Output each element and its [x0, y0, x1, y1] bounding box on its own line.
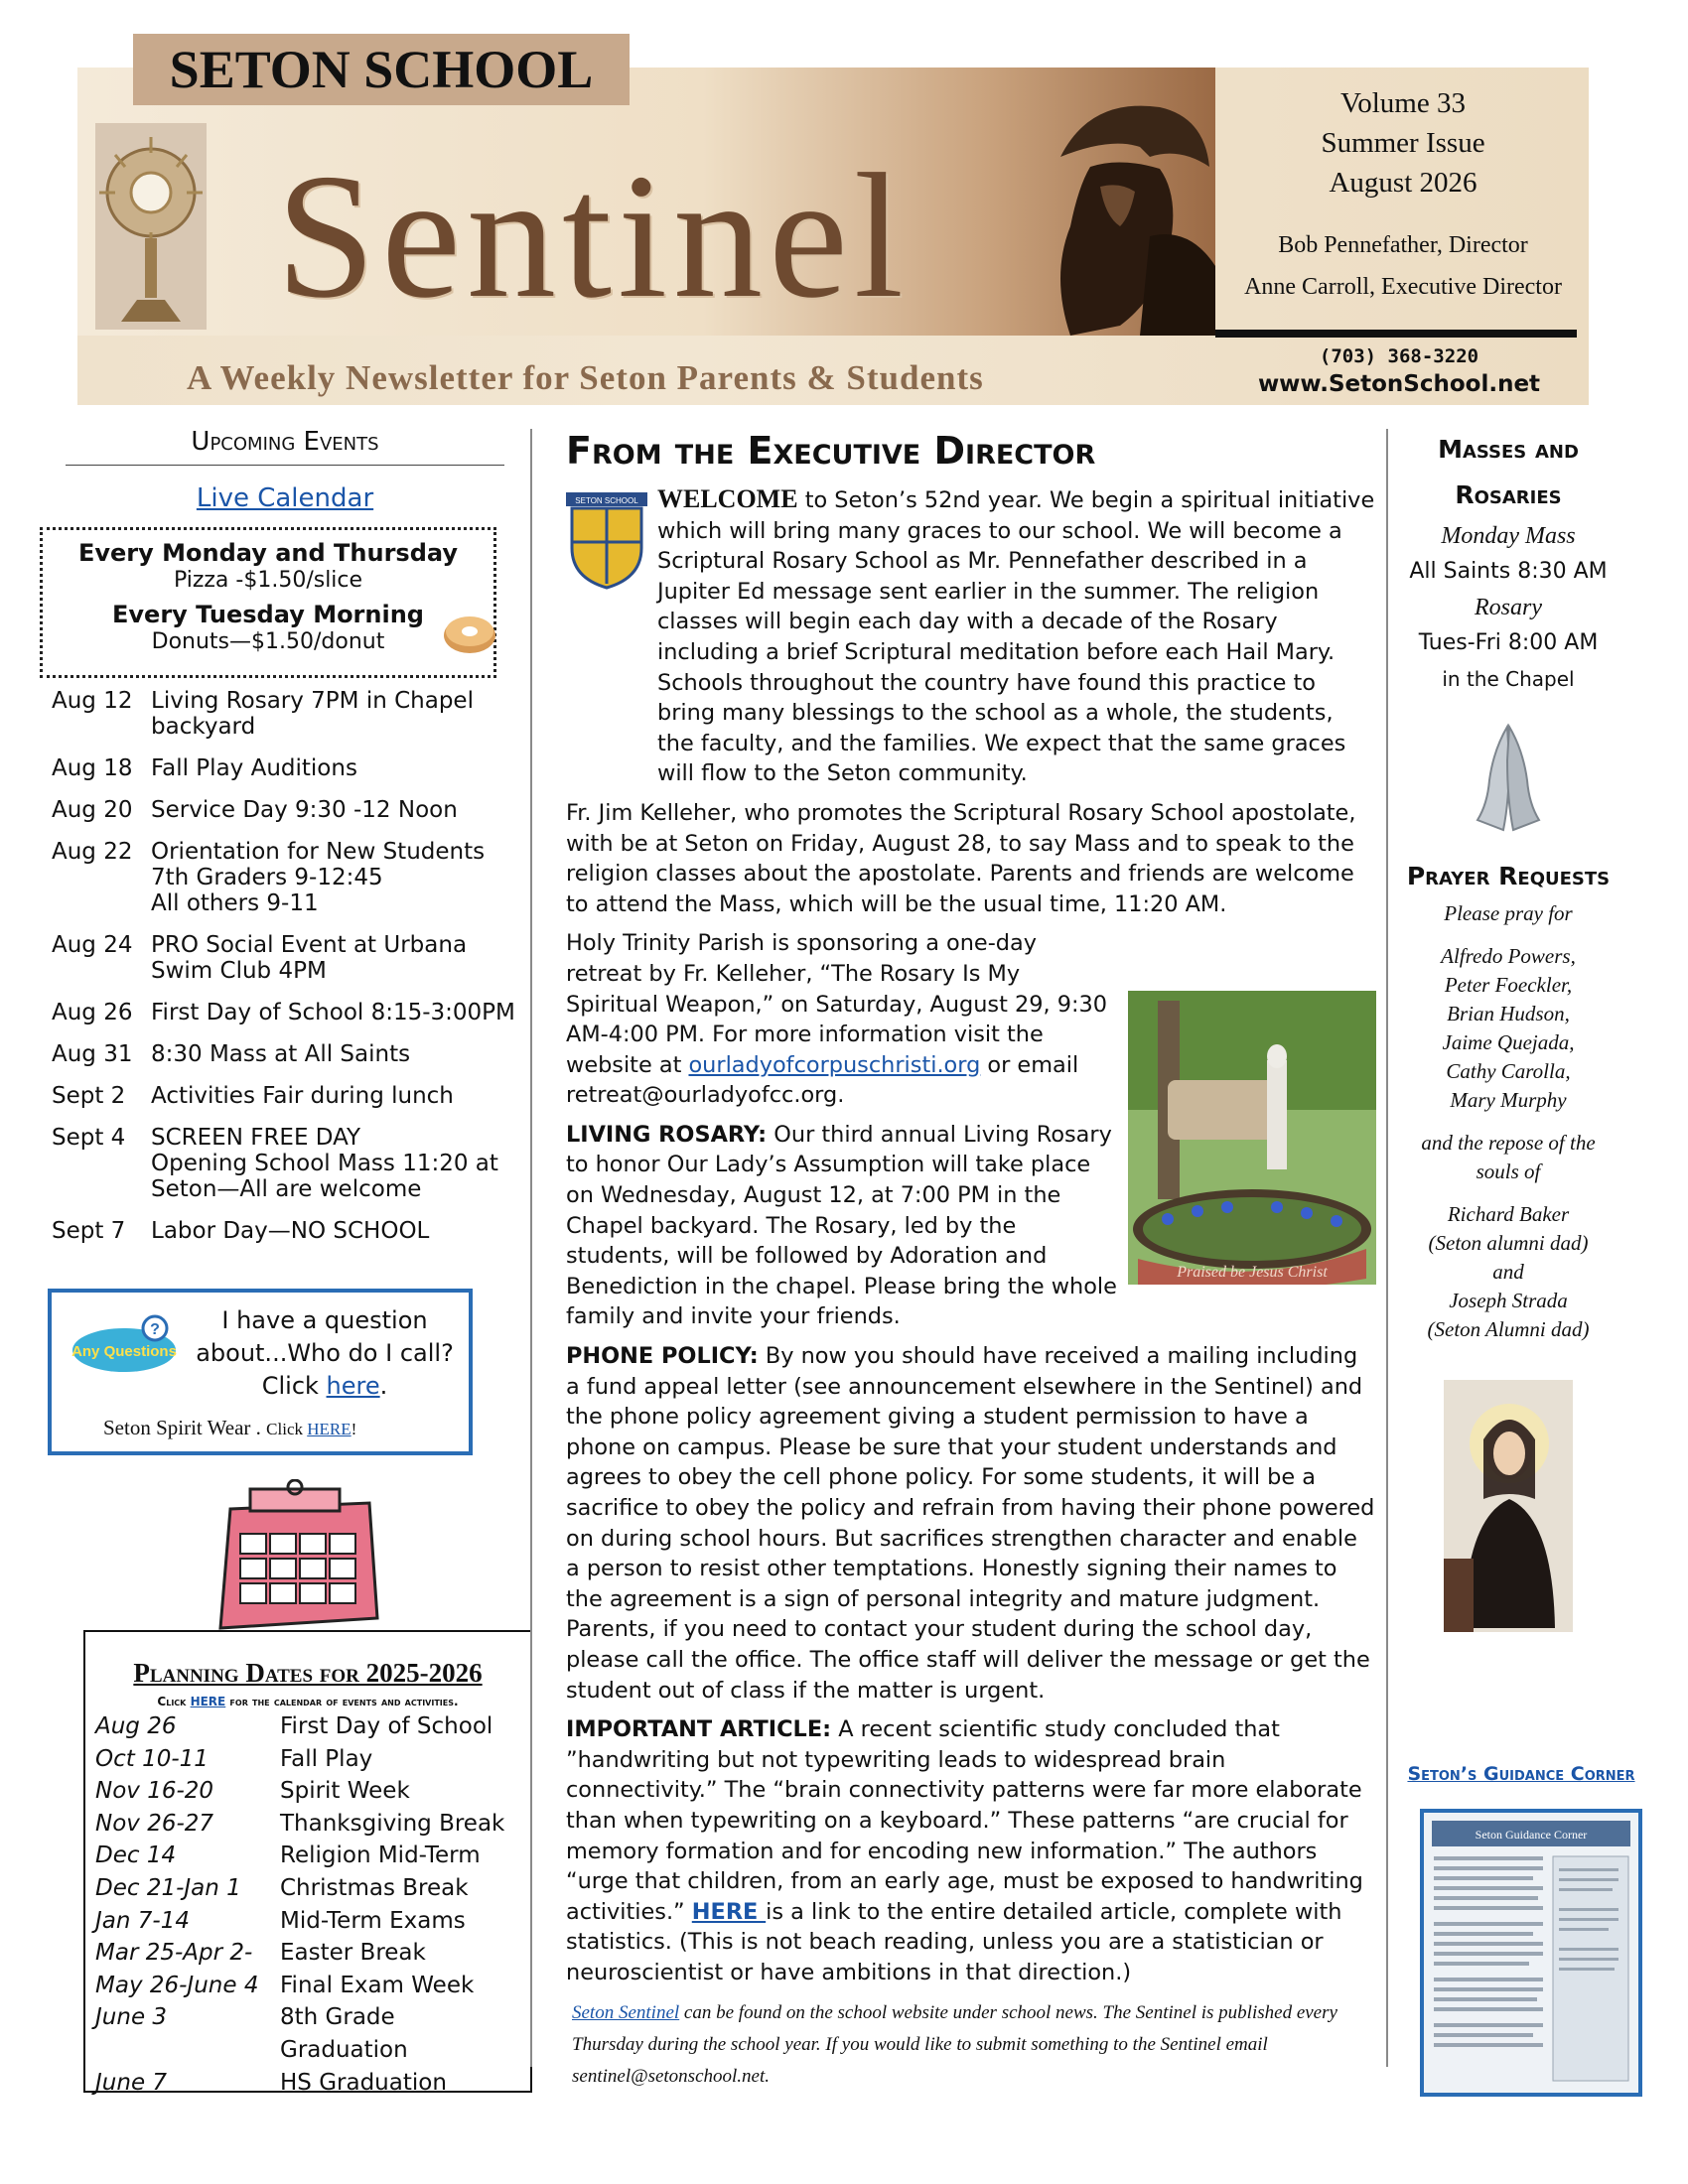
planning-row: [95, 1775, 520, 1808]
issue-box: [1219, 68, 1587, 336]
footer-text: can be found on the school website under school news. The Sentinel is published every Thursday during the school year. If you would like to submit something to the Sentinel email sentinel@setonschool.net.: [572, 2002, 1337, 2087]
masthead-title: Sentinel: [276, 137, 910, 335]
event-item: [52, 1041, 518, 1067]
planning-date: June 7: [95, 2069, 168, 2096]
event-list: [52, 688, 518, 1244]
repose-label: and the repose of the souls of: [1421, 1131, 1596, 1183]
warrior-silhouette: [1031, 77, 1219, 336]
planning-row: [95, 1970, 520, 2002]
school-crest-icon: [566, 492, 647, 590]
guidance-thumb-title: Seton Guidance Corner: [1475, 1828, 1588, 1842]
please-pray-label: Please pray for: [1444, 901, 1573, 925]
left-column: [52, 427, 518, 2096]
click-label: Click: [261, 1372, 327, 1400]
masses-title: Masses and Rosaries: [1438, 435, 1579, 509]
event-text: Orientation for New Students 7th Graders 9-12:45 All others 9-11: [151, 839, 486, 916]
svg-text:?: ?: [150, 1321, 160, 1338]
planning-note-post: for the calendar of events and activities.: [225, 1695, 459, 1708]
planning-date: Mar 25-Apr 2-: [95, 1940, 253, 1967]
planning-row: [95, 1937, 520, 1970]
paragraph-text: Our third annual Living Rosary to honor Our Lady’s Assumption will take place on Wednesday, August 12, at 7:00 PM in the Chapel backyard. The Rosary, led by the students, will be followed by Adoration and Benediction in the chapel. Please bring the whole family and invite your friends.: [566, 1121, 1117, 1330]
event-date: Aug 22: [52, 839, 133, 865]
spirit-wear-line: [103, 1416, 356, 1440]
director: Bob Pennefather, Director: [1278, 232, 1528, 258]
prayer-name: Cathy Carolla,: [1446, 1059, 1571, 1083]
recurring-events-box: [40, 527, 496, 678]
any-questions-logo-text: Any Questions: [71, 1343, 177, 1360]
event-item: [52, 839, 518, 916]
paragraph-text: to Seton’s 52nd year. We begin a spiritual initiative which will bring many graces to our school. We will become a Scriptural Rosary School as Mr. Pennefather described in a Jupiter Ed message sent earlier in the summer. The religion classes will begin each day with a decade of the Rosary including a brief Scriptural meditation before each Hail Mary. Schools throughout the country have found this practice to bring many blessings to the school as a whole, the students, the faculty, and the families. We expect that the same graces will flow to the Seton community.: [657, 487, 1375, 787]
planning-row: [95, 1840, 520, 1872]
planning-row: [95, 1710, 520, 1743]
spirit-end: !: [351, 1420, 357, 1438]
saint-portrait: [1444, 1380, 1573, 1632]
period: .: [379, 1372, 388, 1400]
rosary-garden-photo: [1128, 991, 1376, 1285]
planning-note-pre: Click: [157, 1695, 191, 1708]
planning-row: [95, 1872, 520, 1905]
planning-date: Oct 10-11: [95, 1745, 209, 1772]
column-divider: [530, 429, 532, 2067]
planning-event: Mid-Term Exams: [280, 1907, 466, 1934]
welcome-word: WELCOME: [657, 484, 798, 513]
contact-block: [1215, 343, 1583, 399]
event-text: Service Day 9:30 -12 Noon: [151, 797, 458, 823]
planning-note: [95, 1695, 520, 1708]
planning-event: 8th Grade Graduation: [280, 2004, 408, 2063]
prayer-name: Jaime Quejada,: [1442, 1030, 1575, 1054]
masthead-banner: [77, 40, 1215, 397]
event-text: Living Rosary 7PM in Chapel backyard: [151, 688, 474, 740]
question-here-link[interactable]: here: [326, 1372, 380, 1400]
prayer-name: Brian Hudson,: [1447, 1002, 1570, 1025]
event-date: Aug 20: [52, 797, 133, 823]
phone-policy-paragraph: [566, 1341, 1376, 1706]
recurring-head: Every Monday and Thursday: [77, 539, 458, 567]
issue-season: Summer Issue: [1321, 127, 1485, 159]
event-date: Sept 4: [52, 1125, 126, 1151]
event-date: Aug 24: [52, 932, 133, 958]
event-date: Sept 7: [52, 1218, 126, 1244]
spirit-wear-label: Seton Spirit Wear .: [103, 1416, 267, 1439]
planning-date: Jan 7-14: [95, 1907, 190, 1934]
seton-sentinel-link[interactable]: Seton Sentinel: [572, 2002, 680, 2023]
recurring-head: Every Tuesday Morning: [112, 601, 424, 628]
tagline: A Weekly Newsletter for Seton Parents & Students: [187, 358, 984, 397]
planning-title: Planning Dates for 2025-2026: [133, 1658, 483, 1688]
planning-date: Nov 16-20: [95, 1778, 214, 1805]
planning-date: Nov 26-27: [95, 1810, 214, 1837]
event-date: Aug 26: [52, 1000, 133, 1025]
paragraph-label: PHONE POLICY:: [566, 1343, 759, 1370]
soul-name: Richard Baker: [1447, 1202, 1570, 1226]
monday-mass-label: Monday Mass: [1441, 523, 1576, 549]
question-line: I have a question about...Who do I call?: [196, 1306, 454, 1367]
school-name: SETON SCHOOL: [133, 34, 630, 105]
event-text: SCREEN FREE DAY Opening School Mass 11:20 at Seton—All are welcome: [151, 1125, 498, 1202]
planning-row: [95, 1808, 520, 1841]
paragraph-text: or email retreat@ourladyofcc.org.: [566, 1051, 1079, 1109]
planning-event: HS Graduation: [280, 2069, 447, 2096]
planning-event: Religion Mid-Term: [280, 1843, 481, 1869]
event-text: Fall Play Auditions: [151, 755, 357, 781]
website-link[interactable]: www.SetonSchool.net: [1257, 371, 1541, 397]
prayer-name: Peter Foeckler,: [1444, 973, 1573, 997]
donut-icon: [442, 610, 497, 657]
event-text: First Day of School 8:15-3:00PM: [151, 1000, 515, 1025]
important-article-paragraph: [566, 1714, 1376, 1987]
planning-event: Christmas Break: [280, 1874, 469, 1901]
soul-name: Joseph Strada: [1449, 1289, 1568, 1312]
planning-row: [95, 2001, 520, 2066]
guidance-corner-thumbnail[interactable]: [1420, 1809, 1642, 2097]
planning-date: Dec 21-Jan 1: [95, 1874, 241, 1901]
question-text: [191, 1304, 459, 1403]
article-title: From the Executive Director: [566, 429, 1096, 473]
planning-date: June 3: [95, 2004, 168, 2031]
paragraph-text: By now you should have received a mailing including a fund appeal letter (see announcement elsewhere in the Sentinel) and the phone policy agreement giving a student permission to have a phone on campus. Please be sure that your student understands and agrees to obey the cell phone policy. For some students, it will be a sacrifice to obey the policy and refrain from having their phone powered on during school hours. But sacrifices strengthen character and enable a person to resist other temptations. Honestly signing their names to the agreement is a sign of personal integrity and mature judgment. Parents, if you need to contact your student during the school day, please call the office. The office staff will deliver the message or get the student out of class if the matter is urgent.: [566, 1343, 1375, 1704]
planning-row: [95, 1905, 520, 1938]
issue-date: August 2026: [1329, 167, 1477, 199]
soul-note: (Seton alumni dad): [1428, 1231, 1589, 1255]
event-text: PRO Social Event at Urbana Swim Club 4PM: [151, 932, 468, 984]
prayer-requests-title: Prayer Requests: [1406, 862, 1611, 890]
planning-event: First Day of School: [280, 1713, 493, 1739]
event-date: Aug 31: [52, 1041, 133, 1067]
garden-sign-text: Praised be Jesus Christ: [1177, 1264, 1328, 1281]
kelleher-paragraph: Fr. Jim Kelleher, who promotes the Scriptural Rosary School apostolate, with be at Seton on Friday, August 28, to say Mass and to speak to the religion classes about the apostolate. Parents and friends are welcome to attend the Mass, which will be the usual time, 11:20 AM.: [566, 799, 1356, 917]
event-item: [52, 1000, 518, 1025]
right-column: [1394, 427, 1622, 1632]
planning-date: Aug 26: [95, 1713, 177, 1739]
center-column: [566, 429, 1376, 1988]
monstrance-image: [95, 123, 207, 330]
planning-event: Easter Break: [280, 1940, 426, 1967]
planning-event: Thanksgiving Break: [280, 1810, 505, 1837]
planning-event: Spirit Week: [280, 1778, 410, 1805]
article-here-link[interactable]: HERE: [691, 1898, 767, 1925]
event-item: [52, 1083, 518, 1109]
spirit-wear-here-link[interactable]: HERE: [307, 1420, 352, 1438]
event-item: [52, 932, 518, 984]
rosary-place: in the Chapel: [1442, 667, 1575, 691]
rosary-label: Rosary: [1475, 595, 1542, 620]
recurring-sub: Pizza -$1.50/slice: [173, 568, 363, 593]
rosary-time: Tues-Fri 8:00 AM: [1418, 630, 1599, 655]
volume: Volume 33: [1340, 87, 1466, 119]
event-date: Aug 12: [52, 688, 133, 714]
monday-mass-time: All Saints 8:30 AM: [1409, 559, 1608, 584]
crest-text: SETON SCHOOL: [575, 496, 638, 505]
planning-row: [95, 1743, 520, 1776]
event-item: [52, 1218, 518, 1244]
event-item: [52, 1125, 518, 1202]
planning-date: May 26-June 4: [95, 1972, 259, 1998]
soul-note: (Seton Alumni dad): [1427, 1317, 1590, 1341]
question-box: [48, 1289, 473, 1455]
paragraph-text: A recent scientific study concluded that ”handwriting but not typewriting leads to widespread brain connectivity.” The “brain connectivity patterns were far more elaborate than when typewriting on a keyboard.” These patterns “are crucial for memory formation and for encoding new information.” The authors “urge that children, from an early age, must be exposed to handwriting activities.”: [566, 1716, 1363, 1925]
live-calendar-link[interactable]: Live Calendar: [196, 483, 374, 513]
sentinel-footer-note: [572, 1997, 1356, 2093]
paragraph-text: Holy Trinity Parish is sponsoring a one-day retreat by Fr. Kelleher, “The Rosary Is My Spiritual Weapon,” on Saturday, August 29, 9:30 AM-4:00 PM. For more information visit the website at: [566, 930, 1107, 1078]
event-text: Activities Fair during lunch: [151, 1083, 454, 1109]
prayer-name: Alfredo Powers,: [1441, 944, 1576, 968]
any-questions-logo: [70, 1314, 179, 1374]
guidance-corner-link[interactable]: Seton’s Guidance Corner: [1407, 1763, 1635, 1785]
event-item: [52, 755, 518, 781]
welcome-paragraph: [566, 484, 1376, 789]
calendar-icon: [201, 1479, 389, 1638]
planning-event: Fall Play: [280, 1745, 373, 1772]
soul-and: and: [1492, 1260, 1524, 1284]
upcoming-events-title: Upcoming Events: [66, 427, 504, 466]
event-item: [52, 797, 518, 823]
planning-event: Final Exam Week: [280, 1972, 475, 1998]
planning-date: Dec 14: [95, 1843, 177, 1869]
phone-number: (703) 368-3220: [1319, 345, 1479, 367]
praying-hands-icon: [1464, 721, 1553, 840]
event-date: Sept 2: [52, 1083, 126, 1109]
event-text: 8:30 Mass at All Saints: [151, 1041, 411, 1067]
masthead: [77, 40, 1589, 405]
column-divider: [1386, 429, 1388, 2067]
executive-director: Anne Carroll, Executive Director: [1244, 274, 1562, 300]
recurring-sub: Donuts—$1.50/donut: [151, 629, 385, 654]
paragraph-label: IMPORTANT ARTICLE:: [566, 1716, 832, 1743]
paragraph-text: is a link to the entire detailed article, complete with statistics. (This is not beach reading, unless you are a statistician or neuroscientist or have ambitions in that direction.): [566, 1898, 1342, 1985]
planning-here-link[interactable]: HERE: [190, 1695, 226, 1708]
masthead-rule: [1215, 330, 1577, 338]
event-item: [52, 688, 518, 740]
planning-row: [95, 2067, 520, 2100]
spirit-click-label: Click: [266, 1420, 308, 1438]
retreat-website-link[interactable]: ourladyofcorpuschristi.org: [688, 1051, 981, 1078]
paragraph-label: LIVING ROSARY:: [566, 1121, 768, 1148]
event-text: Labor Day—NO SCHOOL: [151, 1218, 430, 1244]
prayer-name: Mary Murphy: [1450, 1088, 1567, 1112]
event-date: Aug 18: [52, 755, 133, 781]
planning-dates-box: [83, 1630, 532, 2096]
